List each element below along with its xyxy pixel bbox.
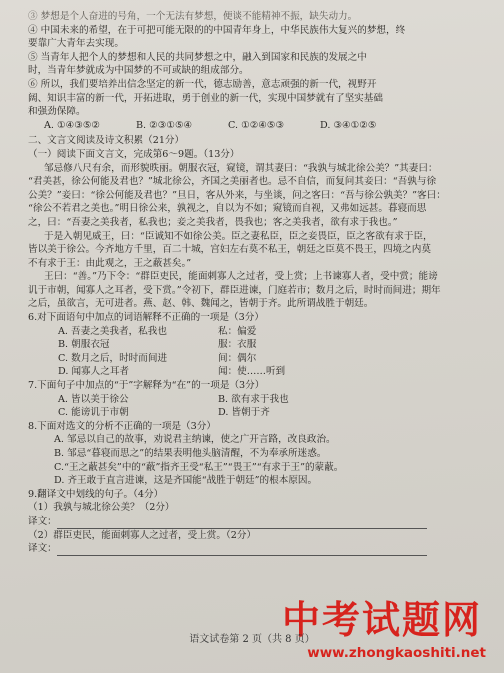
q6-options xyxy=(28,325,483,379)
translation-line-1 xyxy=(28,515,483,529)
option-a: A. ①④③⑤② xyxy=(44,119,101,131)
q6-gloss: 私：偏爱 xyxy=(218,325,257,337)
passage-line: 皆以美于徐公。今齐地方千里，百二十城，宫妇左右莫不私王，朝廷之臣莫不畏王，四境之内莫 xyxy=(28,244,431,256)
passage-line: 之，曰：“吾妻之美我者，私我也；妾之美我者，畏我也；客之美我者，欲有求于我也。” xyxy=(28,216,398,228)
q6-gloss: 闻：使……听到 xyxy=(218,366,286,378)
statement-line: 时，当青年梦就成为中国梦的不可或缺的组成部分。 xyxy=(28,65,249,77)
passage-line: “徐公不若君之美也。”明日徐公来，孰视之，自以为不如；窥镜而自视，又弗如远甚。暮寝而思 xyxy=(28,203,427,215)
translation-label: 译文： xyxy=(28,515,57,527)
answer-blank xyxy=(57,518,427,529)
q7-option: C. 能谤讥于市朝 xyxy=(58,407,129,419)
passage-line: “君美甚，徐公何能及君也？”城北徐公，齐国之美丽者也。忌不自信，而复问其妾曰：“吾孰与徐 xyxy=(28,176,437,188)
statement-line: ③ 梦想是个人奋进的号角，一个无法有梦想，便谈不能精神不振，缺失动力。 xyxy=(28,11,358,22)
passage-line: 之后，虽欲言，无可进者。燕、赵、韩、魏闻之，皆朝于齐。此所谓战胜于朝廷。 xyxy=(28,298,374,310)
q9-sentence-2: （2）群臣吏民，能面刺寡人之过者，受上赏。（2分） xyxy=(28,529,257,541)
section-title: 二、文言文阅读及诗文积累（21分） xyxy=(28,135,185,147)
passage-line: 不有求于王：由此观之，王之蔽甚矣。” xyxy=(28,257,192,269)
statement-line: 阔、知识丰富的新一代，开拓进取，勇于创业的新一代，实现中国梦就有了坚实基础 xyxy=(28,92,383,104)
translation-line-2 xyxy=(28,542,483,556)
q5-statements xyxy=(28,10,483,119)
q6-option: B. 朝服衣冠 xyxy=(58,339,110,351)
q6-option: C. 数月之后，时时而间进 xyxy=(58,352,168,364)
passage-line: 讥于市朝，闻寡人之耳者，受下赏。”令初下，群臣进谏，门庭若市；数月之后，时时而间进；期年 xyxy=(28,284,441,296)
q8-option: B. 邹忌“暮寝而思之”的结果表明他头脑清醒，不为奉承所迷惑。 xyxy=(54,448,327,459)
page-footer: 语文试卷第 2 页（共 8 页） xyxy=(189,634,315,645)
q6-option: A. 吾妻之美我者，私我也 xyxy=(58,325,167,337)
watermark-url: www.zhongkaoshiti.net xyxy=(307,645,486,661)
statement-line: 要靠广大青年去实现。 xyxy=(28,38,124,50)
classical-passage xyxy=(28,162,483,312)
q9-stem: 9.翻译文中划线的句子。（4分） xyxy=(28,488,164,500)
passage-line: 于是入朝见威王，曰：“臣诚知不如徐公美。臣之妻私臣，臣之妾畏臣，臣之客欲有求于臣， xyxy=(44,230,433,242)
statement-line: ⑥ 所以，我们要培养出信念坚定的新一代，德志励善，意志顽强的新一代，视野开 xyxy=(28,78,377,90)
passage-line: 王曰：“善。”乃下令：“群臣吏民，能面刺寡人之过者，受上赏；上书谏寡人者，受中赏；能谤 xyxy=(44,271,438,283)
q6-option: D. 闻寡人之耳者 xyxy=(58,366,130,378)
q7-stem: 7.下面句子中加点的“于”字解释为“在”的一项是（3分） xyxy=(28,380,265,392)
subsection-title: （一）阅读下面文言文，完成第6～9题。（13分） xyxy=(28,148,240,160)
statement-line: ④ 中国未来的希望，在于可把可能无限的的中国青年身上，中华民族伟大复兴的梦想，终 xyxy=(28,24,406,36)
q6-gloss: 间：偶尔 xyxy=(218,352,257,364)
passage-line: 公美？”妾曰：“徐公何能及君也？”旦日，客从外来，与坐谈，问之客曰：“吾与徐公孰美？”客曰： xyxy=(28,189,446,201)
q9-sentence-1: （1）我孰与城北徐公美？（2分） xyxy=(28,502,175,514)
passage-line: 邹忌修八尺有余，而形貌昳丽。朝服衣冠，窥镜，谓其妻曰：“我孰与城北徐公美？”其妻曰： xyxy=(44,162,438,174)
q7-options xyxy=(28,393,483,420)
statement-line: ⑤ 当青年人把个人的梦想和人民的共同梦想之中，融入到国家和民族的发展之中 xyxy=(28,51,367,63)
statement-line: 和强劲保障。 xyxy=(28,106,86,118)
q8-option: A. 邹忌以自己的故事，劝说君主纳谏，使之广开言路，改良政治。 xyxy=(54,434,336,446)
translation-label: 译文： xyxy=(28,543,57,555)
q7-option: A. 皆以美于徐公 xyxy=(58,393,129,405)
q8-stem: 8.下面对选文的分析不正确的一项是（3分） xyxy=(28,420,216,432)
q6-stem: 6.对下面语句中加点的词语解释不正确的一项是（3分） xyxy=(28,312,264,324)
option-b: B. ②③①⑤④ xyxy=(136,119,193,131)
q7-option: D. 皆朝于齐 xyxy=(218,407,270,419)
option-c: C. ①②④⑤③ xyxy=(228,119,285,131)
option-d: D. ③④①②⑤ xyxy=(320,119,377,131)
q8-option: D. 齐王敢于直言进谏，这是齐国能“战胜于朝廷”的根本原因。 xyxy=(54,475,318,487)
q5-options xyxy=(28,119,483,133)
answer-blank xyxy=(57,545,427,556)
q6-gloss: 服：衣服 xyxy=(218,339,257,351)
page-content xyxy=(28,10,483,556)
q7-option: B. 欲有求于我也 xyxy=(218,393,289,405)
watermark-title: 中考试题网 xyxy=(281,598,482,642)
q8-option: C.“王之蔽甚矣”中的“蔽”指齐王受“私王”“畏王”“有求于王”的蒙蔽。 xyxy=(54,461,344,473)
